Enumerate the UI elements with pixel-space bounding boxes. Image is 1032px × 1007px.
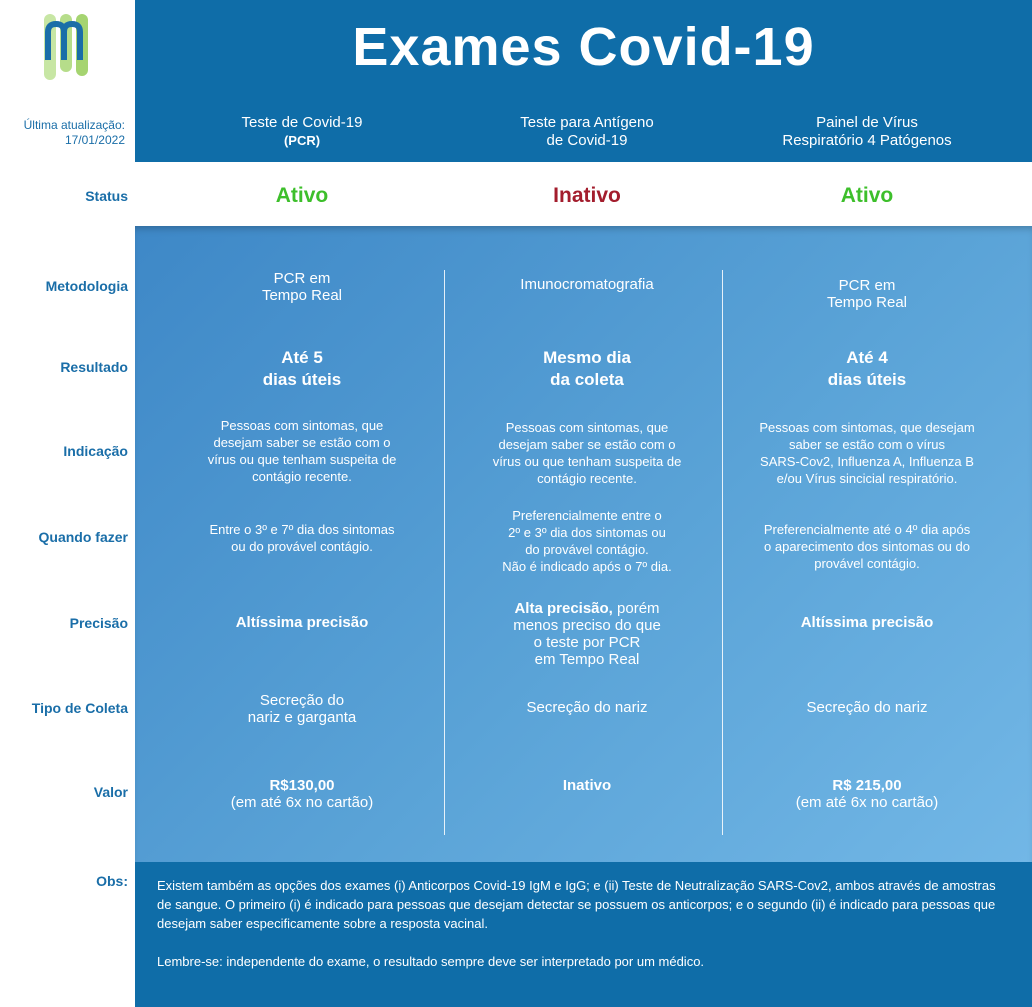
cell-quando-fazer (162, 521, 442, 555)
observation-reminder: Lembre-se: independente do exame, o resultado sempre deve ser interpretado por um médico. (157, 954, 705, 969)
row-label-metodologia: Metodologia (45, 278, 128, 294)
cell-line: desejam saber se estão com o (498, 437, 676, 452)
cell-indicacao (162, 417, 442, 485)
column-divider (444, 270, 445, 835)
cell-line: o teste por PCR (533, 634, 641, 651)
cell-line: Imunocromatografia (520, 276, 654, 293)
price-installments: (em até 6x no cartão) (795, 794, 939, 811)
cell-valor (727, 777, 1007, 811)
cell-line: Tempo Real (826, 294, 908, 311)
cell-resultado (447, 347, 727, 391)
cell-line: em Tempo Real (534, 651, 640, 668)
cell-line: Entre o 3º e 7º dia dos sintomas (209, 522, 395, 537)
column-header-antigeno (437, 114, 737, 150)
cell-tipo-coleta (447, 699, 727, 716)
cell-line: Até 4 (846, 348, 888, 367)
cell-line: Secreção do nariz (806, 699, 928, 716)
status-badge: Ativo (275, 184, 329, 207)
cell-resultado (727, 347, 1007, 391)
cell-valor (447, 777, 727, 794)
cell-line: Até 5 (281, 348, 323, 367)
row-label-precisao: Precisão (69, 615, 128, 631)
price: Inativo (562, 777, 612, 794)
cell-line: Preferencialmente até o 4º dia após (763, 522, 971, 537)
cell-line: PCR em (273, 270, 331, 287)
cell-tipo-coleta (162, 692, 442, 726)
page-title: Exames Covid-19 (352, 17, 815, 77)
column-header-line1: Painel de Vírus (816, 114, 918, 131)
row-label-indicacao: Indicação (63, 443, 128, 459)
cell-line: provável contágio. (814, 556, 920, 571)
cell-line: desejam saber se estão com o (213, 435, 391, 450)
row-label-resultado: Resultado (60, 359, 128, 375)
column-header-line2: Respiratório 4 Patógenos (782, 132, 952, 149)
cell-indicacao (727, 419, 1007, 487)
cell-line: 2º e 3º dia dos sintomas ou (508, 525, 666, 540)
column-header-line2: de Covid-19 (546, 132, 628, 149)
cell-line: Secreção do (259, 692, 345, 709)
comparison-table (135, 226, 1032, 862)
cell-valor (162, 777, 442, 811)
cell-line: Pessoas com sintomas, que desejam (759, 420, 975, 435)
cell-line: Secreção do nariz (526, 699, 648, 716)
last-updated (0, 118, 125, 148)
row-label-tipo-coleta: Tipo de Coleta (31, 700, 128, 716)
last-updated-label: Última atualização: (23, 118, 125, 132)
status-row (135, 162, 1032, 226)
cell-indicacao (447, 419, 727, 487)
price: R$130,00 (269, 777, 335, 794)
cell-line: saber se estão com o vírus (788, 437, 946, 452)
cell-line: SARS-Cov2, Influenza A, Influenza B (760, 454, 974, 469)
cell-precisao: Altíssima precisão (235, 614, 369, 631)
cell-line: PCR em (838, 277, 896, 294)
cell-line: Preferencialmente entre o (512, 508, 662, 523)
cell-line: Não é indicado após o 7º dia. (502, 559, 672, 574)
last-updated-date: 17/01/2022 (64, 133, 125, 147)
precisao-rest: porém (612, 600, 660, 617)
cell-line: nariz e garganta (247, 709, 357, 726)
cell-line: Mesmo dia (543, 348, 631, 367)
cell-line: dias úteis (827, 370, 907, 389)
cell-metodologia (162, 270, 442, 304)
cell-line: da coleta (550, 370, 624, 389)
cell-line: e/ou Vírus sincicial respiratório. (776, 471, 958, 486)
cell-line: Pessoas com sintomas, que (505, 420, 669, 435)
column-header-painel (717, 114, 1017, 150)
m-logo-icon (38, 12, 98, 82)
cell-precisao (447, 600, 727, 668)
cell-quando-fazer (447, 507, 727, 575)
column-header-line2: (PCR) (283, 133, 321, 148)
cell-line: vírus ou que tenham suspeita de (207, 452, 397, 467)
status-badge: Ativo (840, 184, 894, 207)
cell-line: Pessoas com sintomas, que (220, 418, 384, 433)
column-header-pcr (152, 114, 452, 150)
status-badge: Inativo (553, 184, 621, 207)
observation-paragraph: Existem também as opções dos exames (i) Anticorpos Covid-19 IgM e IgG; e (ii) Teste de Neutralização SARS-Cov2, ambos através de amostras de sangue. O primeiro (i) é indicado para pessoas que desejam detectar se possuem os anticorpos; e o segundo (ii) é indicado para pessoas que desejam saber especificamente sobre a resposta vacinal. (157, 878, 996, 931)
column-header-line1: Teste de Covid-19 (241, 114, 363, 131)
cell-line: vírus ou que tenham suspeita de (492, 454, 682, 469)
cell-resultado (162, 347, 442, 391)
cell-line: contágio recente. (537, 471, 637, 486)
cell-line: do provável contágio. (525, 542, 649, 557)
cell-metodologia (447, 276, 727, 293)
left-label-column (0, 0, 135, 1007)
cell-line: menos preciso do que (513, 617, 661, 634)
cell-precisao: Altíssima precisão (800, 614, 934, 631)
row-label-obs: Obs: (96, 873, 128, 889)
row-label-status: Status (85, 188, 128, 204)
cell-tipo-coleta (727, 699, 1007, 716)
price-installments: (em até 6x no cartão) (230, 794, 374, 811)
precisao-highlight: Alta precisão, (514, 600, 613, 617)
cell-line (447, 600, 727, 617)
cell-line: contágio recente. (252, 469, 352, 484)
row-label-valor: Valor (93, 784, 128, 800)
cell-metodologia (727, 277, 1007, 311)
cell-line: dias úteis (262, 370, 342, 389)
header-banner (135, 0, 1032, 162)
row-label-quando-fazer: Quando fazer (38, 529, 128, 545)
column-header-line1: Teste para Antígeno (520, 114, 654, 131)
cell-quando-fazer (727, 521, 1007, 572)
cell-line: Tempo Real (261, 287, 343, 304)
cell-line: ou do provável contágio. (231, 539, 373, 554)
observations-box (135, 862, 1032, 1007)
price: R$ 215,00 (832, 777, 902, 794)
cell-line: o aparecimento dos sintomas ou do (764, 539, 970, 554)
